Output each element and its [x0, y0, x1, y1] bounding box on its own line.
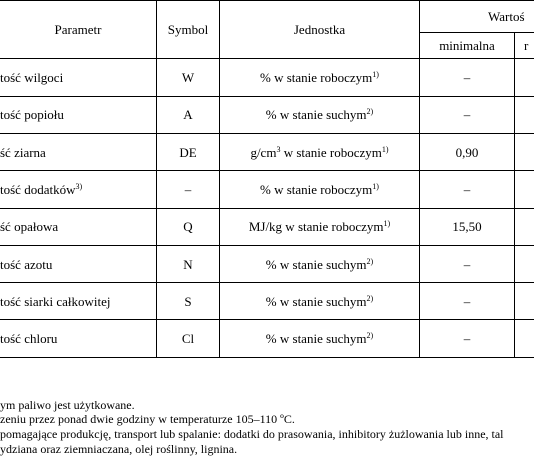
footnote-4: ydziana oraz ziemniaczana, olej roślinny, lignina.	[0, 442, 238, 456]
row-param: tość popiołu	[0, 107, 64, 122]
row-rule-6	[0, 282, 534, 283]
row-min: 15,50	[452, 219, 482, 234]
row-rule-1	[0, 96, 534, 97]
footnote-3: pomagające produkcję, transport lub spalanie: dodatki do prasowania, inhibitory żużlowania lub inne, tal	[0, 427, 504, 441]
header-bottom-rule	[0, 58, 534, 59]
row-symbol: DE	[179, 145, 197, 160]
row-param: tość chloru	[0, 331, 58, 346]
value-subheader-rule	[419, 32, 534, 33]
header-wartosc: Wartoś	[488, 9, 525, 24]
header-minimalna: minimalna	[439, 38, 495, 53]
row-rule-7	[0, 319, 534, 320]
footnote-1: ym paliwo jest użytkowane.	[0, 398, 135, 412]
row-param: tość azotu	[0, 257, 53, 272]
row-symbol: W	[181, 70, 195, 85]
row-unit: % w stanie suchym$^{2)}$	[265, 331, 374, 346]
row-symbol: Q	[183, 219, 193, 234]
row-rule-5	[0, 245, 534, 246]
row-unit: $g/cm^3$ w stanie roboczym$^{1)}$	[250, 145, 389, 160]
row-min: 0,90	[455, 145, 479, 160]
row-param: tość dodatków$^{3)}$	[0, 182, 83, 197]
row-symbol: S	[184, 294, 192, 309]
table-bottom-border	[0, 357, 534, 358]
row-min: –	[463, 70, 471, 85]
row-unit: % w stanie roboczym$^{1)}$	[260, 70, 379, 85]
row-param: ść opałowa	[0, 219, 59, 234]
row-symbol: –	[184, 182, 192, 197]
row-param: tość siarki całkowitej	[0, 294, 111, 309]
row-unit: MJ/kg w stanie roboczym$^{1)}$	[248, 219, 391, 234]
row-rule-2	[0, 133, 534, 134]
row-symbol: N	[183, 257, 193, 272]
table-top-border	[0, 0, 534, 1]
row-symbol: Cl	[181, 331, 195, 346]
row-unit: % w stanie suchym$^{2)}$	[265, 107, 374, 122]
header-symbol: Symbol	[167, 22, 209, 37]
row-unit: % w stanie suchym$^{2)}$	[265, 257, 374, 272]
row-unit: % w stanie roboczym$^{1)}$	[260, 182, 379, 197]
header-maksymalna: r	[524, 38, 529, 53]
row-rule-4	[0, 208, 534, 209]
row-min: –	[463, 182, 471, 197]
row-param: ść ziarna	[0, 145, 46, 160]
row-min: –	[463, 294, 471, 309]
footnote-2: zeniu przez ponad dwie godziny w temperaturze 105–110 ºC.	[0, 412, 295, 426]
row-min: –	[463, 107, 471, 122]
row-param: tość wilgoci	[0, 70, 64, 85]
row-rule-3	[0, 170, 534, 171]
row-min: –	[463, 331, 471, 346]
row-min: –	[463, 257, 471, 272]
header-parametr: Parametr	[54, 22, 102, 37]
header-jednostka: Jednostka	[293, 22, 346, 37]
row-unit: % w stanie suchym$^{2)}$	[265, 294, 374, 309]
col-rule-min-max	[514, 32, 515, 358]
row-symbol: A	[183, 107, 193, 122]
